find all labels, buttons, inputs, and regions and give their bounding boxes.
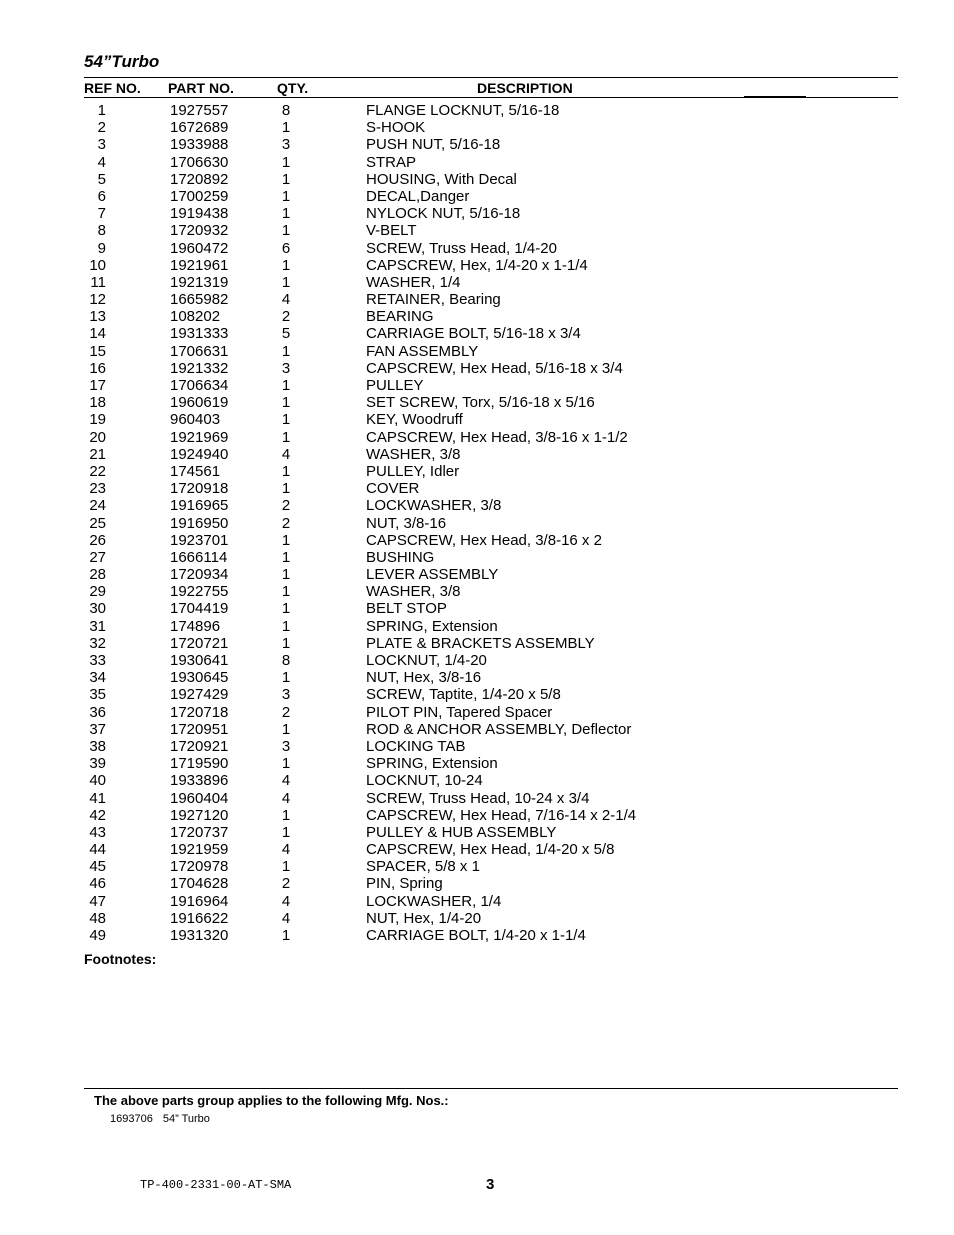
description-cell: LOCKING TAB <box>366 737 466 755</box>
table-row <box>0 790 954 807</box>
part-no-cell: 1921332 <box>170 359 229 377</box>
part-no-cell: 1927429 <box>170 686 229 704</box>
table-row <box>0 222 954 239</box>
description-cell: SCREW, Taptite, 1/4-20 x 5/8 <box>366 686 561 704</box>
part-no-cell: 1916622 <box>170 909 229 927</box>
table-row <box>0 291 954 308</box>
qty-cell: 4 <box>281 291 291 309</box>
part-no-cell: 1927557 <box>170 102 229 119</box>
qty-cell: 8 <box>281 652 291 669</box>
qty-cell: 1 <box>281 669 291 687</box>
ref-no-cell: 2 <box>97 119 106 137</box>
part-no-cell: 1916950 <box>170 514 229 532</box>
qty-cell: 2 <box>281 497 291 515</box>
ref-no-cell: 43 <box>89 823 106 841</box>
parts-table-body <box>0 102 954 944</box>
qty-cell: 3 <box>281 359 291 377</box>
part-no-cell: 1931333 <box>170 325 229 343</box>
qty-cell: 3 <box>281 686 291 704</box>
ref-no-cell: 6 <box>97 187 106 205</box>
description-cell: HOUSING, With Decal <box>366 170 517 188</box>
ref-no-cell: 49 <box>89 927 106 944</box>
ref-no-cell: 11 <box>90 273 106 291</box>
ref-no-cell: 32 <box>89 634 106 652</box>
part-no-cell: 1720737 <box>170 823 229 841</box>
part-no-cell: 1927120 <box>170 806 229 824</box>
ref-no-cell: 26 <box>89 531 106 549</box>
ref-no-cell: 37 <box>89 720 106 738</box>
part-no-cell: 1960472 <box>170 239 229 257</box>
part-no-cell: 174561 <box>170 462 221 480</box>
ref-no-cell: 7 <box>97 205 106 223</box>
header-description: DESCRIPTION <box>477 80 573 96</box>
qty-cell: 3 <box>281 136 291 154</box>
table-row <box>0 515 954 532</box>
qty-cell: 6 <box>281 239 291 257</box>
table-row <box>0 102 954 119</box>
description-cell: RETAINER, Bearing <box>366 291 501 309</box>
description-cell: PLATE & BRACKETS ASSEMBLY <box>366 634 595 652</box>
description-cell: PIN, Spring <box>366 875 443 893</box>
table-row <box>0 240 954 257</box>
header-top-rule <box>84 77 898 78</box>
description-cell: SCREW, Truss Head, 10-24 x 3/4 <box>366 789 590 807</box>
ref-no-cell: 35 <box>89 686 106 704</box>
qty-cell: 4 <box>281 909 291 927</box>
description-cell: BEARING <box>366 308 434 326</box>
description-cell: S-HOOK <box>366 119 426 137</box>
part-no-cell: 1704628 <box>170 875 229 893</box>
table-row <box>0 910 954 927</box>
description-cell: CAPSCREW, Hex Head, 7/16-14 x 2-1/4 <box>366 806 637 824</box>
table-row <box>0 635 954 652</box>
description-cell: DECAL,Danger <box>366 187 470 205</box>
qty-cell: 1 <box>281 342 291 360</box>
description-cell: PULLEY <box>366 377 424 394</box>
mfg-numbers <box>110 1113 220 1125</box>
qty-cell: 2 <box>281 514 291 532</box>
qty-cell: 2 <box>281 875 291 893</box>
description-cell: NUT, 3/8-16 <box>366 514 447 532</box>
table-row <box>0 927 954 944</box>
ref-no-cell: 23 <box>89 480 106 498</box>
ref-no-cell: 17 <box>89 377 106 394</box>
part-no-cell: 108202 <box>170 308 221 326</box>
ref-no-cell: 13 <box>89 308 106 326</box>
qty-cell: 1 <box>281 480 291 498</box>
table-row <box>0 875 954 892</box>
description-cell: SET SCREW, Torx, 5/16-18 x 5/16 <box>366 394 595 412</box>
part-no-cell: 1666114 <box>170 548 228 566</box>
part-no-cell: 1720951 <box>170 720 229 738</box>
qty-cell: 1 <box>281 566 291 584</box>
qty-cell: 1 <box>281 823 291 841</box>
description-cell: SPRING, Extension <box>366 755 498 773</box>
description-cell: PULLEY, Idler <box>366 462 460 480</box>
qty-cell: 1 <box>281 583 291 601</box>
ref-no-cell: 5 <box>97 170 106 188</box>
ref-no-cell: 44 <box>89 841 106 859</box>
table-header <box>0 80 954 98</box>
part-no-cell: 1720978 <box>170 858 229 876</box>
part-no-cell: 1933988 <box>170 136 229 154</box>
part-no-cell: 1921969 <box>170 428 229 446</box>
table-row <box>0 463 954 480</box>
ref-no-cell: 8 <box>97 222 106 240</box>
qty-cell: 1 <box>281 462 291 480</box>
qty-cell: 1 <box>281 187 291 205</box>
ref-no-cell: 36 <box>89 703 106 721</box>
table-row <box>0 686 954 703</box>
qty-cell: 1 <box>281 222 291 240</box>
description-cell: BUSHING <box>366 548 435 566</box>
description-cell: WASHER, 1/4 <box>366 273 461 291</box>
part-no-cell: 1720721 <box>170 634 229 652</box>
part-no-cell: 1916964 <box>170 892 229 910</box>
header-ref-no: REF NO. <box>84 80 141 96</box>
mfg-number: 1693706 <box>110 1113 153 1125</box>
description-cell: LOCKNUT, 10-24 <box>366 772 483 790</box>
table-row <box>0 411 954 428</box>
table-row <box>0 532 954 549</box>
description-cell: CAPSCREW, Hex, 1/4-20 x 1-1/4 <box>366 256 588 274</box>
ref-no-cell: 14 <box>89 325 106 343</box>
ref-no-cell: 20 <box>89 428 106 446</box>
ref-no-cell: 24 <box>89 497 106 515</box>
part-no-cell: 1706631 <box>170 342 229 360</box>
qty-cell: 4 <box>281 841 291 859</box>
table-row <box>0 549 954 566</box>
qty-cell: 1 <box>281 377 291 394</box>
table-row <box>0 566 954 583</box>
ref-no-cell: 9 <box>97 239 106 257</box>
ref-no-cell: 34 <box>89 669 106 687</box>
qty-cell: 1 <box>281 394 291 412</box>
ref-no-cell: 16 <box>89 359 106 377</box>
qty-cell: 1 <box>281 548 291 566</box>
part-no-cell: 1931320 <box>170 927 229 944</box>
part-no-cell: 1706630 <box>170 153 229 171</box>
table-row <box>0 205 954 222</box>
ref-no-cell: 22 <box>89 462 106 480</box>
qty-cell: 2 <box>281 703 291 721</box>
description-cell: NUT, Hex, 1/4-20 <box>366 909 482 927</box>
part-no-cell: 1924940 <box>170 445 229 463</box>
part-no-cell: 1720932 <box>170 222 229 240</box>
ref-no-cell: 41 <box>89 789 106 807</box>
table-row <box>0 429 954 446</box>
ref-no-cell: 40 <box>89 772 106 790</box>
description-cell: LOCKWASHER, 1/4 <box>366 892 502 910</box>
description-cell: LEVER ASSEMBLY <box>366 566 499 584</box>
qty-cell: 1 <box>281 170 291 188</box>
part-no-cell: 1672689 <box>170 119 229 137</box>
table-row <box>0 893 954 910</box>
qty-cell: 1 <box>281 617 291 635</box>
qty-cell: 1 <box>281 205 291 223</box>
qty-cell: 1 <box>281 119 291 137</box>
description-cell: LOCKWASHER, 3/8 <box>366 497 502 515</box>
table-row <box>0 171 954 188</box>
qty-cell: 4 <box>281 445 291 463</box>
part-no-cell: 1960619 <box>170 394 229 412</box>
table-row <box>0 704 954 721</box>
table-row <box>0 188 954 205</box>
ref-no-cell: 25 <box>89 514 106 532</box>
description-cell: SPACER, 5/8 x 1 <box>366 858 480 876</box>
part-no-cell: 1720918 <box>170 480 229 498</box>
table-row <box>0 841 954 858</box>
description-cell: STRAP <box>366 153 417 171</box>
page-title: 54”Turbo <box>84 52 160 71</box>
table-row <box>0 600 954 617</box>
description-cell: BELT STOP <box>366 600 447 618</box>
qty-cell: 5 <box>281 325 291 343</box>
part-no-cell: 1923701 <box>170 531 229 549</box>
part-no-cell: 1720921 <box>170 737 229 755</box>
part-no-cell: 1706634 <box>170 377 229 394</box>
part-no-cell: 1930641 <box>170 652 229 669</box>
ref-no-cell: 12 <box>89 291 106 309</box>
part-no-cell: 1921961 <box>170 256 229 274</box>
description-cell: PUSH NUT, 5/16-18 <box>366 136 501 154</box>
part-no-cell: 174896 <box>170 617 221 635</box>
description-cell: FLANGE LOCKNUT, 5/16-18 <box>366 102 560 119</box>
description-cell: ROD & ANCHOR ASSEMBLY, Deflector <box>366 720 632 738</box>
ref-no-cell: 42 <box>89 806 106 824</box>
qty-cell: 1 <box>281 600 291 618</box>
table-row <box>0 583 954 600</box>
ref-no-cell: 3 <box>97 136 106 154</box>
ref-no-cell: 4 <box>97 153 106 171</box>
table-row <box>0 360 954 377</box>
header-tab-mark <box>744 96 806 98</box>
ref-no-cell: 21 <box>89 445 106 463</box>
table-row <box>0 325 954 342</box>
part-no-cell: 1720718 <box>170 703 229 721</box>
footer-rule <box>84 1088 898 1089</box>
qty-cell: 8 <box>281 102 291 119</box>
ref-no-cell: 38 <box>89 737 106 755</box>
part-no-cell: 1933896 <box>170 772 229 790</box>
ref-no-cell: 18 <box>89 394 106 412</box>
table-row <box>0 154 954 171</box>
qty-cell: 4 <box>281 772 291 790</box>
table-row <box>0 274 954 291</box>
table-row <box>0 618 954 635</box>
ref-no-cell: 48 <box>89 909 106 927</box>
part-no-cell: 1960404 <box>170 789 229 807</box>
qty-cell: 1 <box>281 720 291 738</box>
part-no-cell: 1720892 <box>170 170 229 188</box>
table-row <box>0 738 954 755</box>
qty-cell: 1 <box>281 273 291 291</box>
qty-cell: 3 <box>281 737 291 755</box>
qty-cell: 1 <box>281 806 291 824</box>
ref-no-cell: 27 <box>89 548 106 566</box>
description-cell: KEY, Woodruff <box>366 411 463 429</box>
table-row <box>0 807 954 824</box>
qty-cell: 1 <box>281 411 291 429</box>
description-cell: CARRIAGE BOLT, 1/4-20 x 1-1/4 <box>366 927 586 944</box>
description-cell: CAPSCREW, Hex Head, 3/8-16 x 2 <box>366 531 602 549</box>
qty-cell: 1 <box>281 634 291 652</box>
ref-no-cell: 28 <box>89 566 106 584</box>
table-row <box>0 480 954 497</box>
description-cell: COVER <box>366 480 420 498</box>
ref-no-cell: 1 <box>97 102 106 119</box>
qty-cell: 4 <box>281 789 291 807</box>
description-cell: LOCKNUT, 1/4-20 <box>366 652 487 669</box>
ref-no-cell: 45 <box>89 858 106 876</box>
qty-cell: 1 <box>281 755 291 773</box>
header-part-no: PART NO. <box>168 80 234 96</box>
part-no-cell: 1922755 <box>170 583 229 601</box>
table-row <box>0 394 954 411</box>
table-row <box>0 343 954 360</box>
description-cell: SCREW, Truss Head, 1/4-20 <box>366 239 557 257</box>
part-no-cell: 1921319 <box>170 273 229 291</box>
part-no-cell: 1921959 <box>170 841 229 859</box>
ref-no-cell: 15 <box>89 342 106 360</box>
description-cell: PULLEY & HUB ASSEMBLY <box>366 823 557 841</box>
ref-no-cell: 10 <box>89 256 106 274</box>
qty-cell: 1 <box>281 858 291 876</box>
qty-cell: 1 <box>281 428 291 446</box>
document-number: TP-400-2331-00-AT-SMA <box>140 1178 292 1192</box>
description-cell: NUT, Hex, 3/8-16 <box>366 669 482 687</box>
ref-no-cell: 47 <box>89 892 106 910</box>
description-cell: NYLOCK NUT, 5/16-18 <box>366 205 521 223</box>
part-no-cell: 1930645 <box>170 669 229 687</box>
qty-cell: 1 <box>281 153 291 171</box>
description-cell: FAN ASSEMBLY <box>366 342 479 360</box>
ref-no-cell: 39 <box>89 755 106 773</box>
table-row <box>0 257 954 274</box>
description-cell: V-BELT <box>366 222 417 240</box>
part-no-cell: 1704419 <box>170 600 229 618</box>
table-row <box>0 136 954 153</box>
part-no-cell: 1919438 <box>170 205 229 223</box>
table-row <box>0 652 954 669</box>
description-cell: PILOT PIN, Tapered Spacer <box>366 703 553 721</box>
part-no-cell: 1916965 <box>170 497 229 515</box>
ref-no-cell: 29 <box>89 583 106 601</box>
description-cell: SPRING, Extension <box>366 617 498 635</box>
part-no-cell: 1665982 <box>170 291 229 309</box>
part-no-cell: 1720934 <box>170 566 229 584</box>
qty-cell: 4 <box>281 892 291 910</box>
qty-cell: 2 <box>281 308 291 326</box>
qty-cell: 1 <box>281 531 291 549</box>
description-cell: CAPSCREW, Hex Head, 5/16-18 x 3/4 <box>366 359 623 377</box>
table-row <box>0 308 954 325</box>
description-cell: WASHER, 3/8 <box>366 445 461 463</box>
header-qty: QTY. <box>277 80 309 96</box>
table-row <box>0 824 954 841</box>
description-cell: CAPSCREW, Hex Head, 3/8-16 x 1-1/2 <box>366 428 628 446</box>
table-row <box>0 119 954 136</box>
table-row <box>0 377 954 394</box>
table-row <box>0 772 954 789</box>
qty-cell: 1 <box>281 927 291 944</box>
description-cell: CARRIAGE BOLT, 5/16-18 x 3/4 <box>366 325 581 343</box>
ref-no-cell: 31 <box>89 617 106 635</box>
table-row <box>0 721 954 738</box>
table-row <box>0 858 954 875</box>
ref-no-cell: 33 <box>89 652 106 669</box>
table-row <box>0 497 954 514</box>
mfg-model: 54” Turbo <box>162 1113 210 1125</box>
part-no-cell: 960403 <box>170 411 221 429</box>
description-cell: CAPSCREW, Hex Head, 1/4-20 x 5/8 <box>366 841 615 859</box>
applies-to-label: The above parts group applies to the following Mfg. Nos.: <box>94 1093 449 1108</box>
page-number: 3 <box>486 1176 495 1193</box>
table-row <box>0 669 954 686</box>
qty-cell: 1 <box>281 256 291 274</box>
table-row <box>0 446 954 463</box>
description-cell: WASHER, 3/8 <box>366 583 461 601</box>
part-no-cell: 1719590 <box>170 755 229 773</box>
table-row <box>0 755 954 772</box>
part-no-cell: 1700259 <box>170 187 229 205</box>
footnotes-label: Footnotes: <box>84 951 157 967</box>
ref-no-cell: 19 <box>89 411 106 429</box>
ref-no-cell: 30 <box>89 600 106 618</box>
ref-no-cell: 46 <box>89 875 106 893</box>
